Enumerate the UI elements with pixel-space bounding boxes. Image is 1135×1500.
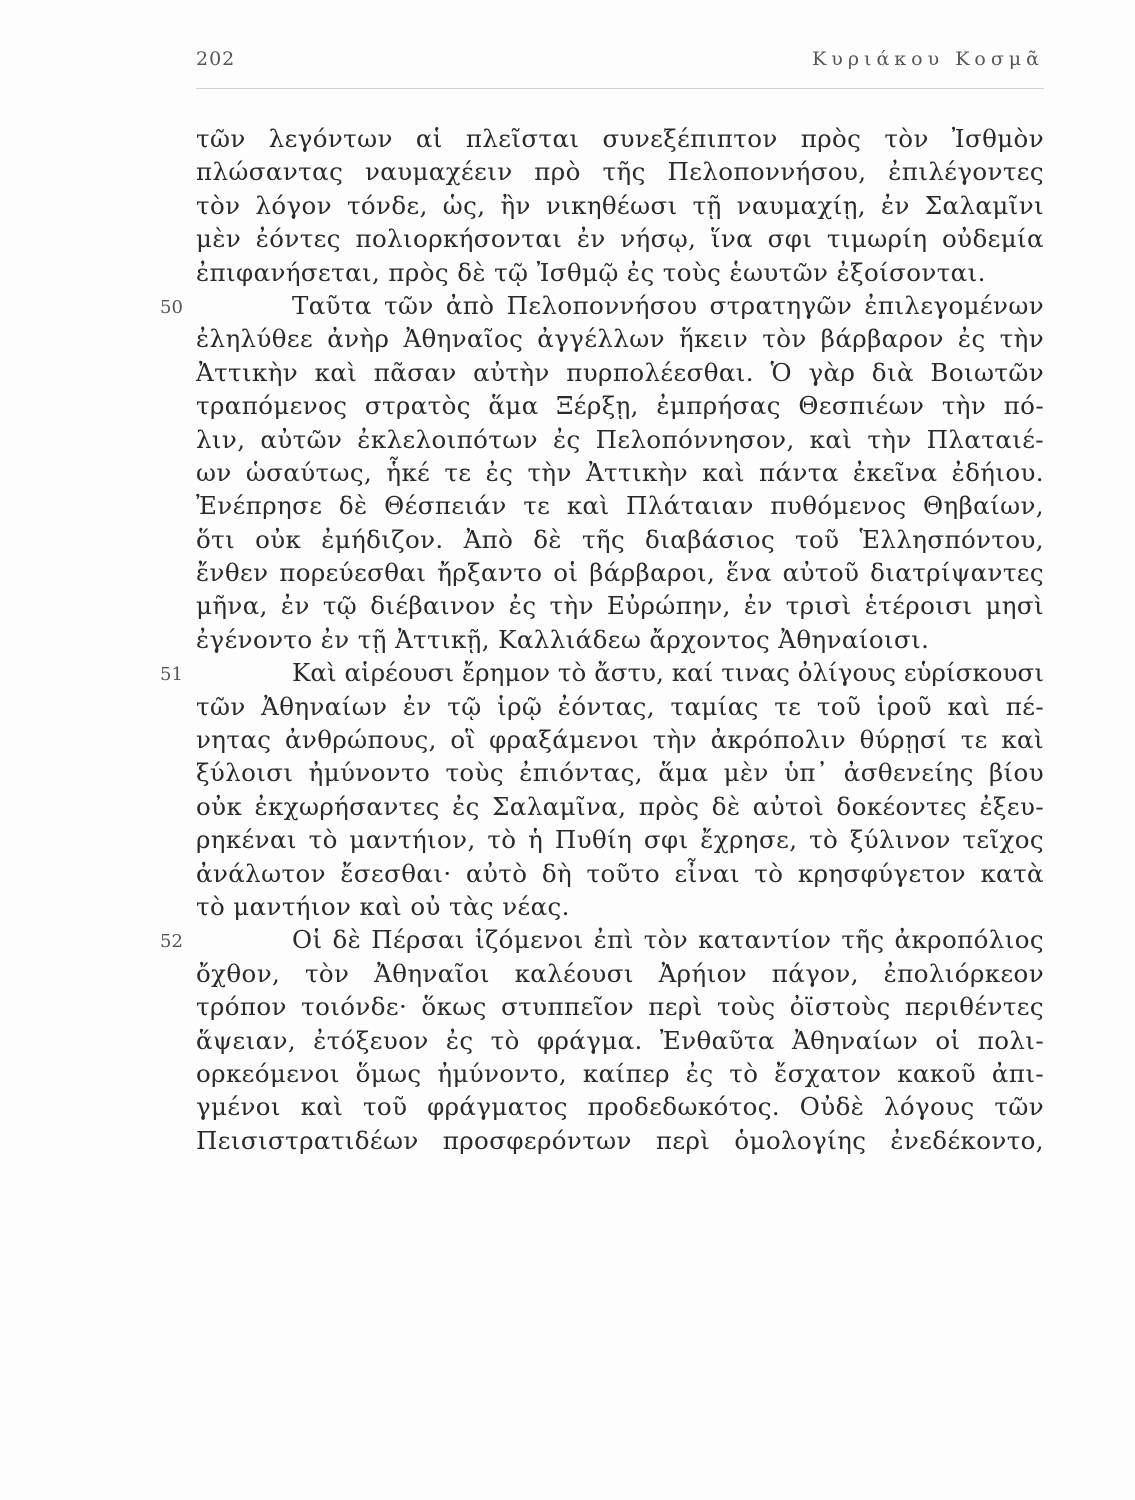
line-text: ὅτι οὐκ ἐμήδιζον. Ἀπὸ δὲ τῆς διαβάσιος τοῦ Ἑλλησπόντου, xyxy=(196,524,1044,554)
text-line xyxy=(196,556,1044,589)
text-line xyxy=(196,189,1044,222)
line-text: μῆνα, ἐν τῷ διέβαινον ἐς τὴν Εὐρώπην, ἐν τρισὶ ἑτέροισι μησὶ xyxy=(196,591,1044,621)
section-number: 52 xyxy=(160,931,183,953)
text-line xyxy=(196,389,1044,422)
line-text: τὸ μαντήιον καὶ οὐ τὰς νέας. xyxy=(196,891,570,921)
line-text: ἅψειαν, ἐτόξευον ἐς τὸ φράγμα. Ἐνθαῦτα Ἀθηναίων οἱ πολι- xyxy=(196,1025,1044,1055)
text-line xyxy=(196,256,1044,289)
line-text: ἔνθεν πορεύεσθαι ἤρξαντο οἱ βάρβαροι, ἕνα αὐτοῦ διατρίψαντες xyxy=(196,558,1044,588)
text-line xyxy=(160,656,1044,689)
text-line xyxy=(196,857,1044,890)
greek-text-body xyxy=(160,122,1044,1157)
line-text: ορκεόμενοι ὅμως ἠμύνοντο, καίπερ ἐς τὸ ἔσχατον κακοῦ ἀπι- xyxy=(196,1058,1044,1088)
text-line xyxy=(160,289,1044,322)
text-line xyxy=(196,723,1044,756)
text-line xyxy=(196,790,1044,823)
line-text: τῶν λεγόντων αἱ πλεῖσται συνεξέπιπτον πρὸς τὸν Ἰσθμὸν xyxy=(196,124,1044,153)
line-text: Πεισιστρατιδέων προσφερόντων περὶ ὁμολογίης ἐνεδέκοντο, xyxy=(196,1125,1044,1155)
text-line xyxy=(196,222,1044,255)
running-head xyxy=(196,48,1044,78)
line-text: λιν, αὐτῶν ἐκλελοιπότων ἐς Πελοπόννησον, καὶ τὴν Πλαταιέ- xyxy=(196,424,1044,454)
line-text: ἀνάλωτον ἔσεσθαι· αὐτὸ δὴ τοῦτο εἶναι τὸ κρησφύγετον κατὰ xyxy=(196,858,1044,888)
text-line xyxy=(196,1024,1044,1057)
line-text: ἐληλύθεε ἀνὴρ Ἀθηναῖος ἀγγέλλων ἥκειν τὸν βάρβαρον ἐς τὴν xyxy=(196,324,1044,354)
text-line xyxy=(160,923,1044,956)
text-line xyxy=(196,356,1044,389)
text-line xyxy=(196,990,1044,1023)
line-text: Ἀττικὴν καὶ πᾶσαν αὐτὴν πυρπολέεσθαι. Ὁ γὰρ διὰ Βοιωτῶν xyxy=(196,357,1044,387)
line-text: Οἱ δὲ Πέρσαι ἱζόμενοι ἐπὶ τὸν καταντίον τῆς ἀκροπόλιος xyxy=(292,925,1044,955)
text-line xyxy=(196,690,1044,723)
text-line xyxy=(196,890,1044,923)
line-text: οὐκ ἐκχωρήσαντες ἐς Σαλαμῖνα, πρὸς δὲ αὐτοὶ δοκέοντες ἐξευ- xyxy=(196,791,1044,821)
text-line xyxy=(196,756,1044,789)
text-line xyxy=(196,322,1044,355)
line-text: Ἐνέπρησε δὲ Θέσπειάν τε καὶ Πλάταιαν πυθόμενος Θηβαίων, xyxy=(196,491,1044,521)
line-text: Καὶ αἱρέουσι ἔρημον τὸ ἄστυ, καί τινας ὀλίγους εὑρίσκουσι xyxy=(292,658,1044,688)
text-line xyxy=(196,122,1044,155)
text-line xyxy=(196,1057,1044,1090)
line-text: ἐπιφανήσεται, πρὸς δὲ τῷ Ἰσθμῷ ἐς τοὺς ἑωυτῶν ἐξοίσονται. xyxy=(196,257,986,287)
text-line xyxy=(196,957,1044,990)
line-text: ἐγένοντο ἐν τῇ Ἀττικῇ, Καλλιάδεω ἄρχοντος Ἀθηναίοισι. xyxy=(196,624,930,654)
text-line xyxy=(196,456,1044,489)
line-text: πλώσαντας ναυμαχέειν πρὸ τῆς Πελοποννήσου, ἐπιλέγοντες xyxy=(196,157,1044,187)
text-line xyxy=(196,1090,1044,1123)
line-text: ὄχθον, τὸν Ἀθηναῖοι καλέουσι Ἀρήιον πάγον, ἐπολιόρκεον xyxy=(196,958,1044,988)
line-text: τῶν Ἀθηναίων ἐν τῷ ἱρῷ ἐόντας, ταμίας τε τοῦ ἱροῦ καὶ πέ- xyxy=(196,691,1044,721)
text-line xyxy=(196,423,1044,456)
text-line xyxy=(196,823,1044,856)
running-title: Κυριάκου Κοσμᾶ xyxy=(812,48,1044,70)
text-line xyxy=(196,523,1044,556)
text-line xyxy=(196,1124,1044,1157)
text-line xyxy=(196,155,1044,188)
line-text: τρόπον τοιόνδε· ὅκως στυππεῖον περὶ τοὺς ὀϊστοὺς περιθέντες xyxy=(196,992,1044,1022)
line-text: μὲν ἐόντες πολιορκήσονται ἐν νήσῳ, ἵνα σφι τιμωρίη οὐδεμία xyxy=(196,224,1044,254)
line-text: τὸν λόγον τόνδε, ὡς, ἢν νικηθέωσι τῇ ναυμαχίῃ, ἐν Σαλαμῖνι xyxy=(196,190,1044,220)
line-text: τραπόμενος στρατὸς ἅμα Ξέρξῃ, ἐμπρήσας Θεσπιέων τὴν πό- xyxy=(196,391,1044,421)
section-number: 51 xyxy=(160,664,183,686)
section-number: 50 xyxy=(160,296,183,318)
text-line xyxy=(196,623,1044,656)
line-text: Ταῦτα τῶν ἀπὸ Πελοποννήσου στρατηγῶν ἐπιλεγομένων xyxy=(292,290,1044,320)
line-text: νητας ἀνθρώπους, οἳ φραξάμενοι τὴν ἀκρόπολιν θύρῃσί τε καὶ xyxy=(196,725,1044,755)
line-text: ρηκέναι τὸ μαντήιον, τὸ ἡ Πυθίη σφι ἔχρησε, τὸ ξύλινον τεῖχος xyxy=(196,825,1044,855)
header-rule xyxy=(196,88,1044,89)
page-number: 202 xyxy=(196,48,236,70)
text-line xyxy=(196,589,1044,622)
line-text: ξύλοισι ἠμύνοντο τοὺς ἐπιόντας, ἅμα μὲν ὑπ᾽ ἀσθενείης βίου xyxy=(196,758,1044,788)
text-line xyxy=(196,489,1044,522)
line-text: γμένοι καὶ τοῦ φράγματος προδεδωκότος. Οὐδὲ λόγους τῶν xyxy=(196,1092,1044,1122)
line-text: ων ὡσαύτως, ἧκέ τε ἐς τὴν Ἀττικὴν καὶ πάντα ἐκεῖνα ἐδήιου. xyxy=(196,457,1044,487)
